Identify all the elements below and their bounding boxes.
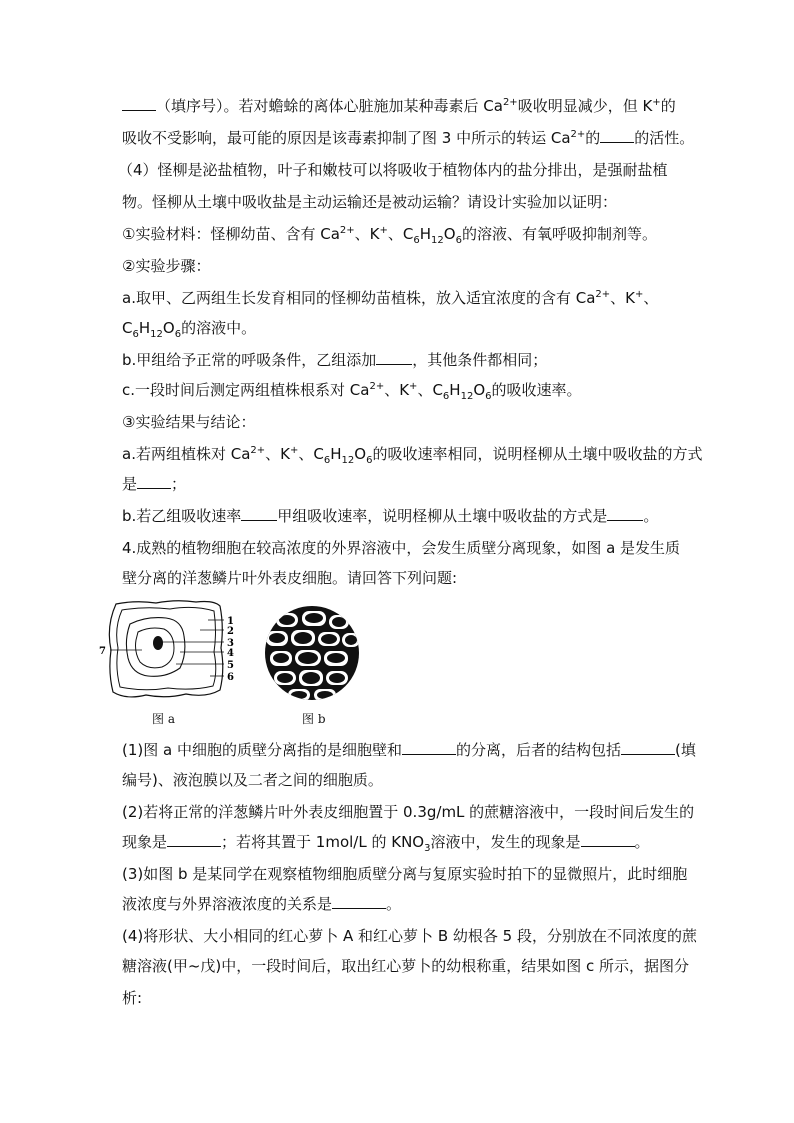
text-line-12: a.若两组植株对 $Ca^{2+}$、K+、$C_6H_{12}O_6$的吸收速率相同，说明柽柳从土壤中吸收盐的方式 bbox=[122, 445, 703, 466]
question-1-line-1: (1)图 a 中细胞的质壁分离指的是细胞壁和 的分离，后者的结构包括 (填 bbox=[122, 741, 696, 759]
text-line-1: （填序号）。若对蟾蜍的离体心脏施加某种毒素后 $Ca^{2+}$吸收明显减少，但 K+的 bbox=[122, 96, 676, 116]
answer-blank[interactable] bbox=[376, 350, 412, 365]
text-line-11: ③实验结果与结论： bbox=[122, 413, 256, 431]
text-line-9: b.甲组给予正常的呼吸条件，乙组添加 ，其他条件都相同； bbox=[122, 351, 548, 369]
answer-blank[interactable] bbox=[122, 96, 156, 111]
label-2: 2 bbox=[227, 626, 234, 637]
label-4: 4 bbox=[227, 648, 234, 659]
figure-a-caption: 图 a bbox=[152, 712, 175, 726]
question-4-line-3: 析: bbox=[122, 989, 143, 1007]
text-line-2: 吸收不受影响，最可能的原因是该毒素抑制了图 3 中所示的转运 $Ca^{2+}$的 的活性。 bbox=[122, 129, 695, 147]
label-6: 6 bbox=[227, 672, 234, 683]
label-3: 3 bbox=[227, 638, 234, 649]
answer-blank[interactable] bbox=[607, 506, 643, 521]
question-3-line-2: 液浓度与外界溶液浓度的关系是 。 bbox=[122, 895, 402, 913]
text-line-14: b.若乙组吸收速率 甲组吸收速率，说明柽柳从土壤中吸收盐的方式是 。 bbox=[122, 507, 659, 525]
answer-blank[interactable] bbox=[600, 128, 634, 143]
nucleus bbox=[153, 636, 163, 650]
answer-blank[interactable] bbox=[621, 740, 675, 755]
answer-blank[interactable] bbox=[332, 894, 386, 909]
text-line-4: 物。怪柳从土壤中吸收盐是主动运输还是被动运输？请设计实验加以证明： bbox=[122, 193, 618, 211]
question-4-line-2: 糖溶液(甲~戊)中，一段时间后，取出红心萝卜的幼根称重，结果如图 c 所示，据图分 bbox=[122, 957, 690, 975]
figure-a-cell-diagram bbox=[96, 596, 236, 708]
text-line-16: 壁分离的洋葱鳞片叶外表皮细胞。请回答下列问题: bbox=[122, 569, 458, 587]
figure-b-caption: 图 b bbox=[302, 712, 326, 726]
answer-blank[interactable] bbox=[402, 740, 456, 755]
text-line-13: 是 ； bbox=[122, 475, 187, 493]
answer-blank[interactable] bbox=[241, 506, 277, 521]
text-line-7: a.取甲、乙两组生长发育相同的怪柳幼苗植株，放入适宜浓度的含有 $Ca^{2+}$、K+、 bbox=[122, 289, 659, 307]
label-7: 7 bbox=[99, 646, 106, 657]
question-4-line-1: (4)将形状、大小相同的红心萝卜 A 和红心萝卜 B 幼根各 5 段，分别放在不同浓度的蔗 bbox=[122, 927, 697, 945]
question-2-line-1: (2)若将正常的洋葱鳞片叶外表皮细胞置于 0.3g/mL 的蔗糖溶液中，一段时间后发生的 bbox=[122, 803, 695, 821]
question-1-line-2: 编号)、液泡膜以及二者之间的细胞质。 bbox=[122, 771, 383, 789]
text-line-6: ②实验步骤： bbox=[122, 257, 211, 275]
text-line-15: 4.成熟的植物细胞在较高浓度的外界溶液中，会发生质壁分离现象，如图 a 是发生质 bbox=[122, 539, 681, 557]
question-2-line-2: 现象是 ；若将其置于 1mol/L 的 $KNO_3$溶液中，发生的现象是 。 bbox=[122, 833, 650, 854]
answer-blank[interactable] bbox=[137, 474, 171, 489]
figure-b-micrograph bbox=[262, 603, 362, 703]
answer-blank[interactable] bbox=[167, 832, 221, 847]
answer-blank[interactable] bbox=[581, 832, 635, 847]
inner-cell-wall bbox=[117, 607, 216, 689]
label-1: 1 bbox=[227, 616, 234, 627]
text-line-3: （4）怪柳是泌盐植物，叶子和嫩枝可以将吸收于植物体内的盐分排出，是强耐盐植 bbox=[118, 161, 668, 179]
question-3-line-1: (3)如图 b 是某同学在观察植物细胞质壁分离与复原实验时拍下的显微照片，此时细胞 bbox=[122, 865, 688, 883]
text-line-8: $C_6H_{12}O_6$的溶液中。 bbox=[122, 319, 257, 340]
text-line-5: ①实验材料：怪柳幼苗、含有 $Ca^{2+}$、K+、$C_6H_{12}O_6$的溶液、有氧呼吸抑制剂等。 bbox=[122, 225, 657, 246]
text-line-10: c.一段时间后测定两组植株根系对 $Ca^{2+}$、K+、$C_6H_{12}O_6$的吸收速率。 bbox=[122, 381, 582, 402]
label-5: 5 bbox=[227, 660, 234, 671]
